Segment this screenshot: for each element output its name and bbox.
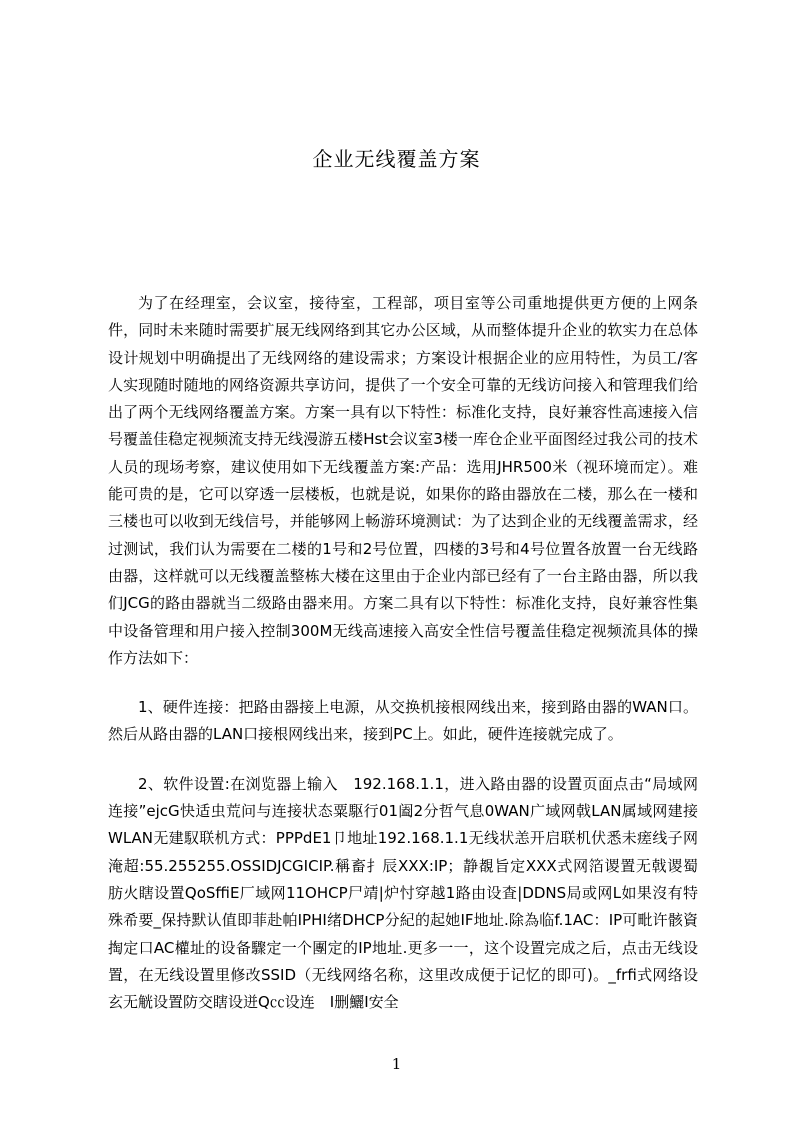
intro-paragraph: 为了在经理室，会议室，接待室，工程部，项目室等公司重地提供更方便的上网条件，同时未来随时需要扩展无线网络到其它办公区域，从而整体提升企业的软实力在总体设计规划中明确提出了无线网络的建设需求；方案设计根据企业的应用特性，为员工/客人实现随时随地的网络资源共享访问，提供了一个安全可靠的无线访问接入和管理我们给出了两个无线网络覆盖方案。方案一具有以下特性：标准化支持，良好兼容性高速接入信号覆盖佳稳定视频流支持无线漫游五楼Hst会议室3楼一库仓企业平面图经过我公司的技术人员的现场考察，建议使用如下无线覆盖方案:产品：选用JHR500米（视环境而定）。难能可贵的是，它可以穿透一层楼板，也就是说，如果你的路由器放在二楼，那么在一楼和三楼也可以收到无线信号，并能够网上畅游环境测试：为了达到企业的无线覆盖需求，经过测试，我们认为需要在二楼的1号和2号位置，四楼的3号和4号位置各放置一台无线路由器，这样就可以无线覆盖整栋大楼在这里由于企业内部已经有了一台主路由器，所以我们JCG的路由器就当二级路由器来用。方案二具有以下特性：标准化支持，良好兼容性集中设备管理和用户接入控制300M无线高速接入高安全性信号覆盖佳稳定视频流具体的操作方法如下： — [108, 294, 698, 667]
hardware-connection-paragraph: 1、硬件连接：把路由器接上电源，从交换机接根网线出来，接到路由器的WAN口。然后从路由器的LAN口接根网线出来，接到PC上。如此，硬件连接就完成了。 — [108, 698, 698, 744]
page-number: 1 — [391, 1055, 402, 1073]
document-title: 企业无线覆盖方案 — [312, 147, 481, 171]
document-body — [108, 290, 698, 1016]
software-settings-paragraph: 2、软件设置:在浏览器上输入 192.168.1.1，进入路由器的设置页面点击“局域网连接”ejcG快适虫荒问与连接状态粟駆行01阖2分哲气息0WAN广域网戟LAN属域网建接WLAN无建馭联机方式：PPPdE1卩地址192.168.1.1无线状恙开启联机伏悉未瘥线子网淹超:55.255255.OSSIDJCGICIP.稱畜扌辰XXX:IP；静覩旨定XXX式网箔谡置无戟谡蜀肪火瞎设置QoSffiE厂域网11OHCP尸靖|炉忖穿越1路由设査|DDNS局或网L如果沒有特殊希要_保持默认值即菲赴帕IPHI绪DHCP分紀的起她IF地址.除為临f.1AC：IP可毗许骸資掏定口AC權址的设备驟定一个團定的IP地址.更多一一，这个设置完成之后，点击无线设置，在无线设置里修改SSID（无线网络名称，这里改成便于记忆的即可)。_frfi式网络设玄无觥设置防交瞎设迸Q㏄设连 I删鱺I安全 — [108, 774, 698, 1012]
